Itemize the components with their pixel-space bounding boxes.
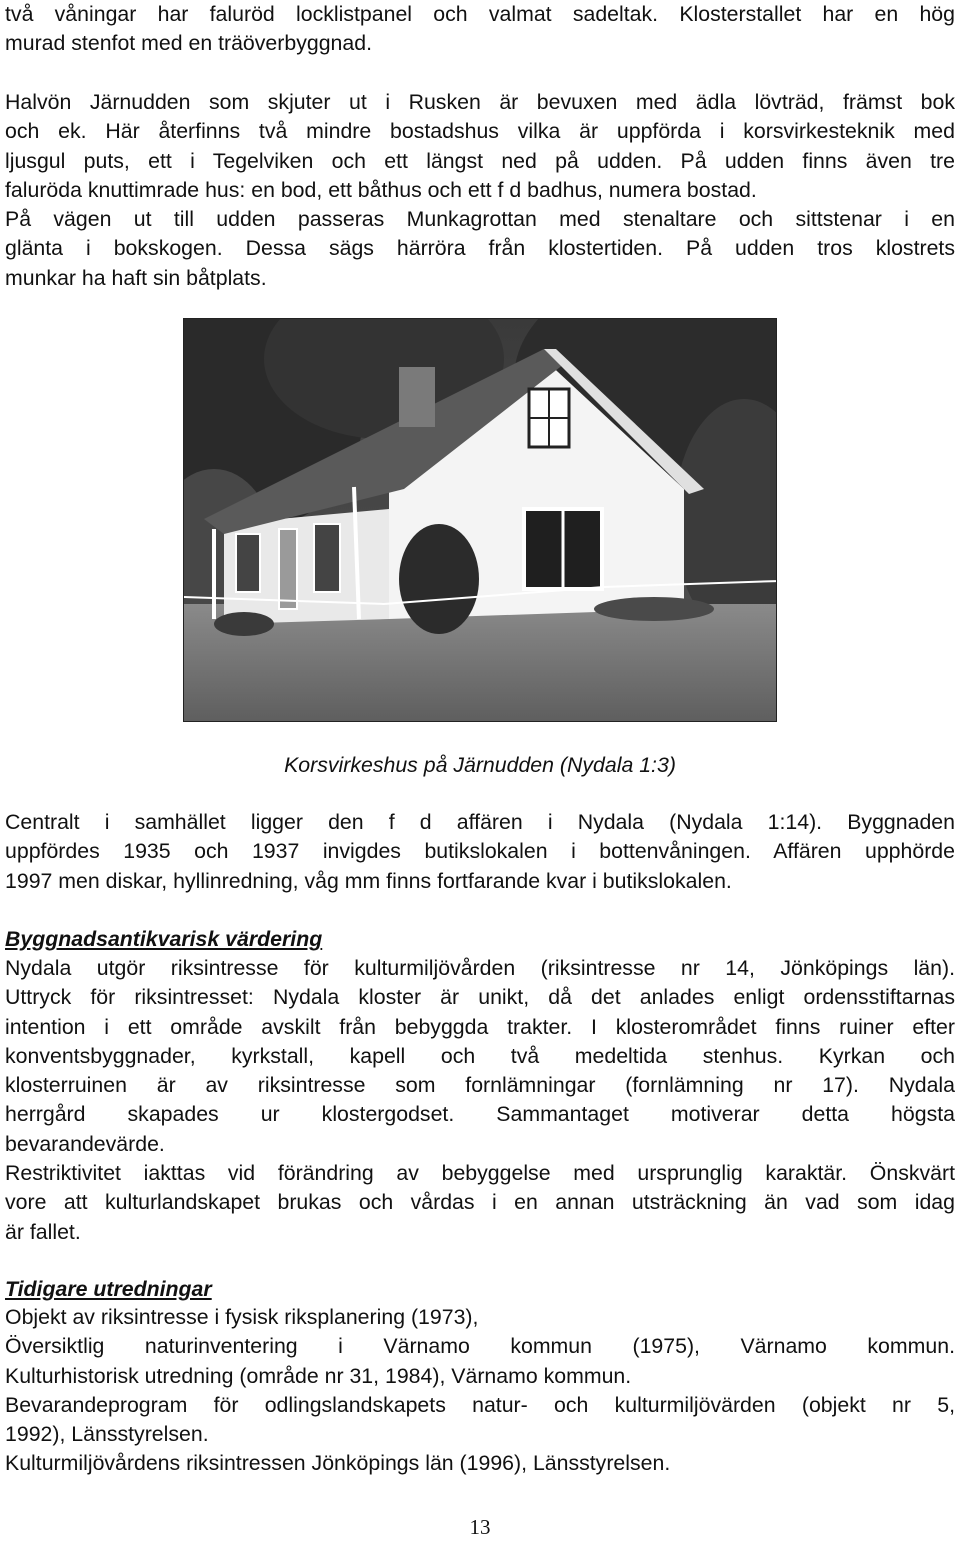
list-item: 1992), Länsstyrelsen. [5,1422,209,1447]
photo-caption: Korsvirkeshus på Järnudden (Nydala 1:3) [284,753,676,777]
previous-heading: Tidigare utredningar [5,1277,212,1301]
text-line: ljusgul puts, ett i Tegelviken och ett längst ned på udden. På udden finns även tre [5,148,955,173]
text-line: konventsbyggnader, kyrkstall, kapell och två medeltida stenhus. Kyrkan och [5,1043,955,1068]
valuation-heading: Byggnadsantikvarisk värdering [5,927,323,951]
text-line: bevarandevärde. [5,1131,165,1156]
list-item: Kulturmiljövårdens riksintressen Jönköpings län (1996), Länsstyrelsen. [5,1451,671,1476]
text-line: herrgård skapades ur klostergodset. Sammantaget motiverar detta högsta [5,1102,955,1127]
text-line: är fallet. [5,1219,81,1244]
text-line: intention i ett område avskilt från bebyggda trakter. I klosterområdet finns ruiner efter [5,1014,955,1039]
list-item: Översiktlig naturinventering i Värnamo kommun (1975), Värnamo kommun. [5,1334,955,1359]
text-line: Uttryck för riksintresset: Nydala kloster är unikt, då det anlades enligt ordensstiftarnas [5,985,955,1010]
affaren-paragraph [5,808,955,896]
text-line: munkar ha haft sin båtplats. [5,265,267,290]
intro-paragraph [5,0,955,59]
valuation-paragraph [5,954,955,1159]
house-photo-drawing [184,319,777,722]
previous-list [5,1303,955,1479]
page-number: 13 [469,1515,491,1539]
text-line: uppfördes 1935 och 1937 invigdes butikslokalen i bottenvåningen. Affären upphörde [5,839,955,864]
text-line: Halvön Järnudden som skjuter ut i Rusken är bevuxen med ädla lövträd, främst bok [5,90,955,114]
text-line: På vägen ut till udden passeras Munkagrottan med stenaltare och sittstenar i en [5,207,955,232]
text-line: glänta i bokskogen. Dessa sägs härröra från klostertiden. På udden tros klostrets [5,236,955,261]
text-line: faluröda knuttimrade hus: en bod, ett båthus och ett f d badhus, numera bostad. [5,177,757,202]
list-item: Kulturhistorisk utredning (område nr 31, 1984), Värnamo kommun. [5,1363,632,1388]
text-line: murad stenfot med en träöverbyggnad. [5,31,372,56]
list-item: Bevarandeprogram för odlingslandskapets natur- och kulturmiljövärden (objekt nr 5, [5,1392,955,1417]
house-photo [183,318,777,722]
text-line: klosterruinen är av riksintresse som fornlämningar (fornlämning nr 17). Nydala [5,1073,955,1098]
text-line: två våningar har faluröd locklistpanel och valmat sadeltak. Klosterstallet har en hög [5,2,955,26]
jarnudden-paragraph [5,88,955,293]
text-line: och ek. Här återfinns två mindre bostadshus vilka är uppförda i korsvirkesteknik med [5,119,955,144]
text-line: Nydala utgör riksintresse för kulturmiljövården (riksintresse nr 14, Jönköpings län). [5,956,955,980]
text-line: 1997 men diskar, hyllinredning, våg mm finns fortfarande kvar i butikslokalen. [5,868,732,893]
text-line: Restriktivitet iakttas vid förändring av bebyggelse med ursprunglig karaktär. Önskvärt [5,1161,955,1185]
text-line: Centralt i samhället ligger den f d affären i Nydala (Nydala 1:14). Byggnaden [5,810,955,834]
list-item: Objekt av riksintresse i fysisk riksplanering (1973), [5,1305,479,1329]
restriction-paragraph [5,1159,955,1247]
text-line: vore att kulturlandskapet brukas och vårdas i en annan utsträckning än vad som idag [5,1190,955,1215]
